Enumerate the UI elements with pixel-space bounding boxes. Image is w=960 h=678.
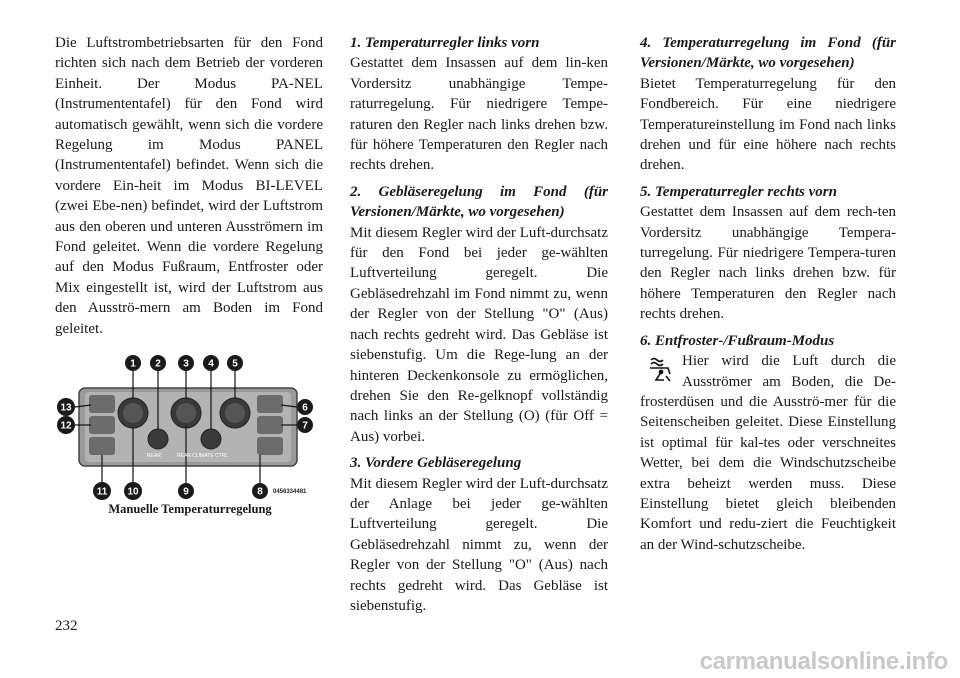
section-2-heading: 2. Gebläseregelung im Fond (für Versionen/Märkte, wo vorgesehen) [350, 183, 608, 221]
panel-label-rear-climate: REAR CLIMATE CTRL [177, 453, 229, 459]
callout-6: 6 [302, 402, 308, 414]
column-left [55, 33, 323, 339]
climate-panel-illustration [55, 355, 325, 515]
section-6-text: Hier wird die Luft durch die Ausströmer am Boden, die De-frosterdüsen und die Ausströ-mer für die Seitenscheiben geleitet. Diese Einstellung ist optimal für kal-tes oder verschneites Wetter, bei dem die Windschutzscheibe extra beheizt werden muss. Diese Einstellung bietet gleich bleibenden Komfort und redu-ziert die Feuchtigkeit an der Wind-schutzscheibe. [640, 353, 896, 553]
section-1-text: Gestattet dem Insassen auf dem lin-ken Vordersitz unabhängige Tempe-raturregelung. Für niedrigere Tempe-raturen den Regler nach links drehen bzw. für höhere Temperaturen den Regler nach rechts drehen. [350, 55, 608, 174]
defrost-floor-icon [646, 354, 676, 384]
section-2-text: Mit diesem Regler wird der Luft-durchsatz für den Fond bei jeder ge-wählten Luftverteilung geregelt. Die Gebläsedrehzahl im Fond nimmt zu, wenn der Regler von der Stellung "O" (Aus) nach rechts gedreht wird. Das Gebläse ist siebenstufig. Um die Rege-lung an der hinteren Deckenkonsole zu ermöglichen, drehen Sie den Re-gelknopf vollständig nach links an der Stellung (O) (für Off = Aus) vorbei. [350, 224, 608, 445]
callout-11: 11 [96, 486, 108, 498]
callout-9: 9 [183, 486, 189, 498]
column-middle [350, 33, 608, 616]
section-5-text: Gestattet dem Insassen auf dem rech-ten Vordersitz unabhängige Tempera-turregelung. Für niedrigere Tempera-turen den Regler nach links drehen bzw. für höhere Temperaturen den Regler nach rechts drehen. [640, 204, 896, 323]
section-6-body [640, 351, 896, 555]
section-3-text: Mit diesem Regler wird der Luft-durchsatz der Anlage bei jeder ge-wählten Luftverteilung geregelt. Die Gebläsedrehzahl nimmt zu, wenn der Regler von der Stellung "O" (Aus) nach rechts gedreht wird. Das Gebläse ist siebenstufig. [350, 475, 608, 614]
callout-2: 2 [155, 358, 161, 370]
figure-code: 0456334481 [273, 489, 307, 495]
figure-caption: Manuelle Temperaturregelung [108, 502, 272, 516]
section-1-heading: 1. Temperaturregler links vorn [350, 35, 540, 51]
section-6-heading: 6. Entfroster-/Fußraum-Modus [640, 332, 835, 349]
section-4-heading: 4. Temperaturregelung im Fond (für Versionen/Märkte, wo vorgesehen) [640, 35, 896, 72]
page-number: 232 [55, 618, 78, 634]
panel-label-rear: REAR [147, 453, 161, 459]
watermark: carmanualsonline.info [699, 648, 948, 675]
section-4-text: Bietet Temperaturregelung für den Fondbereich. Für eine niedrigere Temperatureinstellung im Fond nach links drehen und für eine höhere nach rechts drehen. [640, 75, 896, 174]
section-5-heading: 5. Temperaturregler rechts vorn [640, 183, 837, 200]
column-right [640, 33, 896, 555]
callout-8: 8 [257, 486, 263, 498]
callout-7: 7 [302, 420, 308, 432]
callout-4: 4 [208, 358, 214, 370]
section-3-heading: 3. Vordere Gebläseregelung [350, 455, 522, 472]
callout-1: 1 [130, 358, 136, 370]
climate-control-figure [55, 355, 325, 515]
callout-13: 13 [60, 402, 72, 414]
callout-3: 3 [183, 358, 189, 370]
callout-12: 12 [60, 420, 72, 432]
callout-10: 10 [127, 486, 139, 498]
intro-paragraph: Die Luftstrombetriebsarten für den Fond richten sich nach dem Betrieb der vorderen Einheit. Der Modus PA-NEL (Instrumententafel) für den Fond wird automatisch gewählt, wenn sich die vordere Regelung im Modus PANEL (Instrumententafel) befindet. Wenn sich die vordere Ein-heit im Modus BI-LEVEL (zwei Ebe-nen) befindet, wird der Luftstrom aus den oberen und unteren Ausströmern im Fond geleitet. Wenn die vordere Regelung auf den Modus Fußraum, Entfroster oder Mix eingestellt ist, wird der Luftstrom aus den Ausströ-mern am Boden im Fond geleitet. [55, 35, 323, 337]
callout-5: 5 [232, 358, 238, 370]
